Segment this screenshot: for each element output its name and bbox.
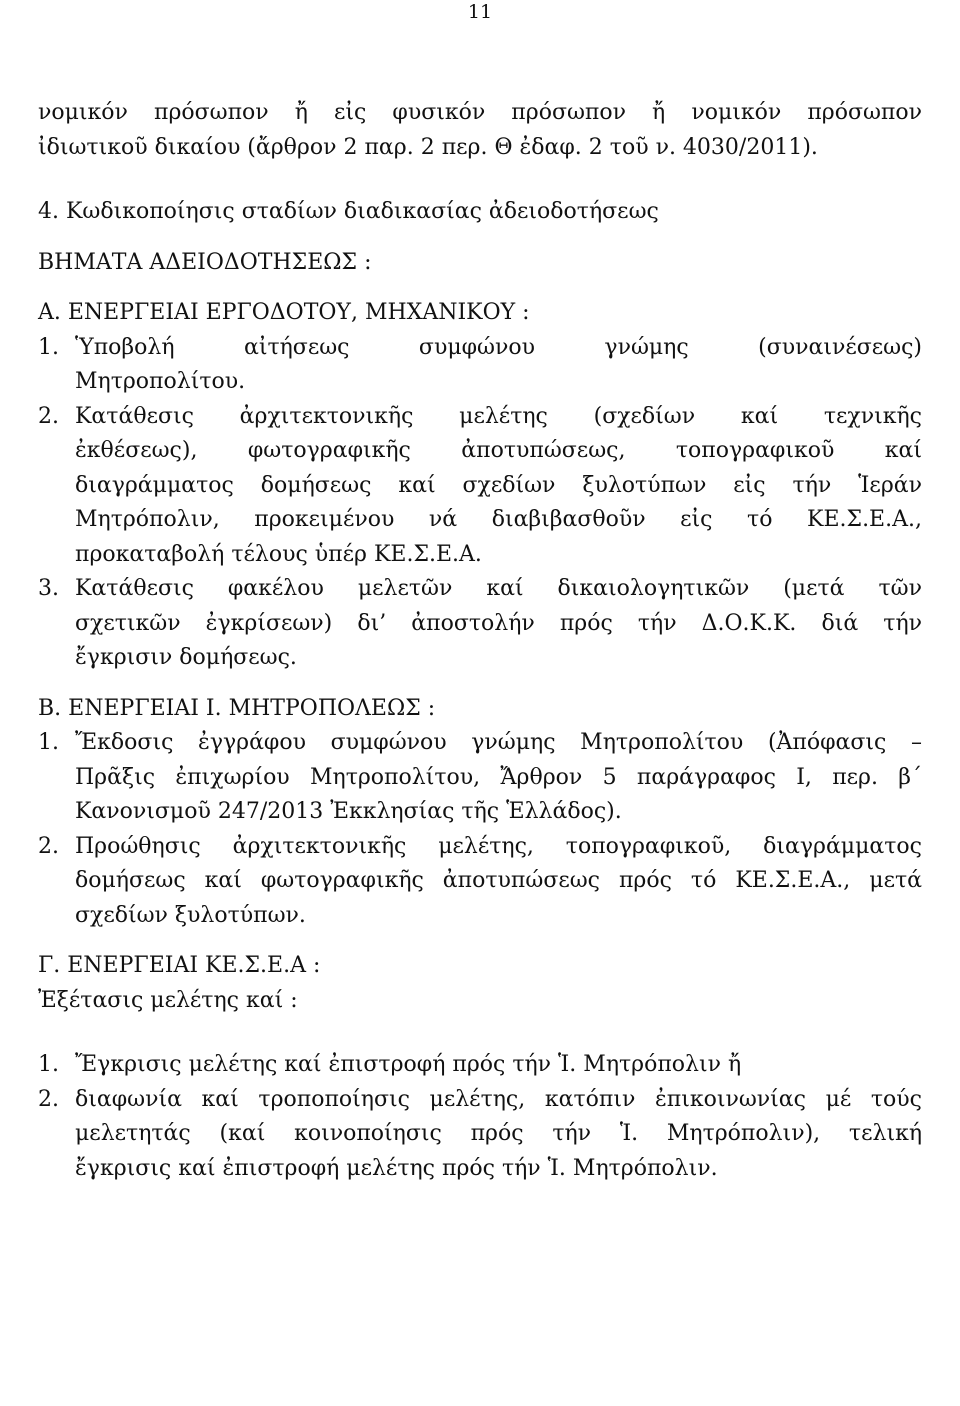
group-c-subheading: Ἐξέτασις μελέτης καί : (38, 987, 298, 1013)
section-4-heading: 4. Κωδικοποίησις σταδίων διαδικασίας ἀδειοδοτήσεως (38, 199, 659, 224)
item-line: Μητροπολίτου. (75, 369, 246, 394)
document-body (38, 96, 922, 1186)
item-line: Μητρόπολιν, προκειμένου νά διαβιβασθοῦν εἰς τό ΚΕ.Σ.Ε.Α., (75, 507, 922, 532)
group-c-item-2 (38, 1083, 922, 1187)
steps-title: ΒΗΜΑΤΑ ΑΔΕΙΟΔΟΤΗΣΕΩΣ : (38, 249, 372, 275)
item-line: διαγράμματος δομήσεως καί σχεδίων ξυλοτύπων εἰς τήν Ἱεράν (75, 472, 922, 498)
item-line: διαφωνία καί τροποποίησις μελέτης, κατόπιν ἐπικοινωνίας μέ τούς (75, 1086, 922, 1112)
item-line: σχετικῶν ἐγκρίσεων) δι’ ἀποστολήν πρός τήν Δ.Ο.Κ.Κ. διά τήν (75, 610, 922, 636)
item-line: ἔγκρισιν δομήσεως. (75, 645, 297, 670)
group-b-item-1 (38, 726, 922, 830)
item-line: Προώθησις ἀρχιτεκτονικῆς μελέτης, τοπογραφικοῦ, διαγράμματος (75, 833, 922, 859)
page-number: 11 (467, 1, 493, 23)
item-line: προκαταβολή τέλους ὑπέρ ΚΕ.Σ.Ε.Α. (75, 541, 482, 567)
group-b-item-2 (38, 830, 922, 934)
item-line: Ἔγκρισις μελέτης καί ἐπιστροφή πρός τήν Ἱ. Μητρόπολιν ἤ (75, 1052, 742, 1077)
group-a-heading: Α. ΕΝΕΡΓΕΙΑΙ ΕΡΓΟΔΟΤΟΥ, ΜΗΧΑΝΙΚΟΥ : (38, 300, 530, 325)
item-line: δομήσεως καί φωτογραφικῆς ἀποτυπώσεως πρός τό ΚΕ.Σ.Ε.Α., μετά (75, 868, 922, 893)
intro-line: ἰδιωτικοῦ δικαίου (ἄρθρον 2 παρ. 2 περ. Θ ἐδαφ. 2 τοῦ ν. 4030/2011). (38, 134, 818, 160)
group-a-item-2 (38, 400, 922, 573)
item-number: 2. (38, 833, 59, 859)
item-line: ἔγκρισις καί ἐπιστροφή μελέτης πρός τήν Ἱ. Μητρόπολιν. (75, 1155, 718, 1181)
group-a-item-1 (38, 331, 922, 400)
group-c-heading: Γ. ΕΝΕΡΓΕΙΑΙ ΚΕ.Σ.Ε.Α : (38, 953, 321, 978)
item-line: μελετητάς (καί κοινοποίησις πρός τήν Ἱ. Μητρόπολιν), τελική (75, 1121, 922, 1146)
item-number: 2. (38, 1086, 59, 1112)
item-line: Ἔκδοσις ἐγγράφου συμφώνου γνώμης Μητροπολίτου (Ἀπόφασις – (75, 730, 922, 755)
group-c-item-1 (38, 1048, 922, 1083)
item-number: 1. (38, 1052, 59, 1077)
item-line: Πρᾶξις ἐπιχωρίου Μητροπολίτου, Ἄρθρον 5 παράγραφος Ι, περ. β΄ (75, 764, 922, 790)
item-number: 3. (38, 576, 59, 601)
item-number: 1. (38, 334, 59, 360)
group-b-heading: Β. ΕΝΕΡΓΕΙΑΙ Ι. ΜΗΤΡΟΠΟΛΕΩΣ : (38, 695, 436, 721)
item-line: Κατάθεσις φακέλου μελετῶν καί δικαιολογητικῶν (μετά τῶν (75, 576, 922, 601)
item-line: Κανονισμοῦ 247/2013 Ἐκκλησίας τῆς Ἑλλάδος). (75, 799, 622, 824)
item-number: 2. (38, 403, 59, 429)
group-a-item-3 (38, 572, 922, 676)
item-line: σχεδίων ξυλοτύπων. (75, 902, 306, 928)
item-line: Ὑποβολή αἰτήσεως συμφώνου γνώμης (συναινέσεως) (75, 334, 922, 360)
item-line: Κατάθεσις ἀρχιτεκτονικῆς μελέτης (σχεδίων καί τεχνικῆς (75, 403, 922, 429)
intro-line: νομικόν πρόσωπον ἤ εἰς φυσικόν πρόσωπον ἤ νομικόν πρόσωπον (38, 100, 922, 125)
item-number: 1. (38, 730, 59, 755)
item-line: ἐκθέσεως), φωτογραφικῆς ἀποτυπώσεως, τοπογραφικοῦ καί (75, 438, 922, 463)
